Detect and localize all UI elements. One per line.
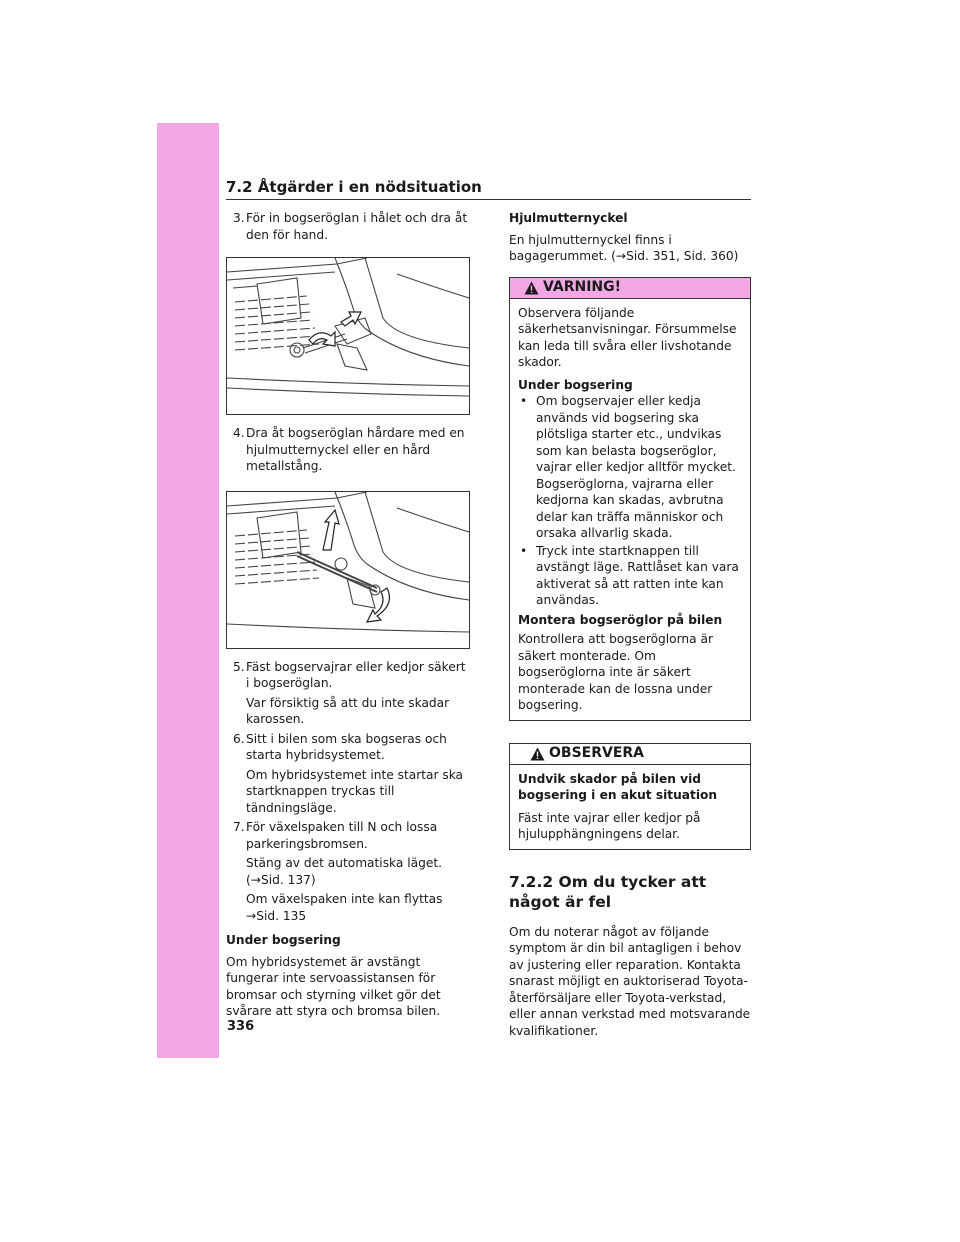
page-number: 336 xyxy=(227,1019,255,1034)
step-3-number: 3. xyxy=(233,211,245,225)
warning-bullet-2 xyxy=(518,543,742,609)
step-4 xyxy=(226,425,472,475)
warning-mount-text: Kontrollera att bogseröglorna är säkert monterade. Om bogseröglorna inte är säkert monterade kan de lossna under bogsering. xyxy=(518,632,713,712)
step-5 xyxy=(226,659,472,692)
side-color-band xyxy=(157,123,219,1058)
section-header: 7.2 Åtgärder i en nödsituation xyxy=(226,178,482,196)
tow-eye-insert-illustration xyxy=(227,258,469,414)
warning-bullet-1-text: Om bogservajer eller kedja används vid bogsering ska plötsliga starter etc., undvikas som kan belasta bogseröglor, vajrar eller kedjor alltför mycket. Bogseröglorna, vajrarna eller kedjorna kan skadas, avbrutna delar kan träffa människor och orsaka allvarlig skada. xyxy=(536,394,736,540)
warning-box xyxy=(509,277,751,721)
warning-header xyxy=(510,278,750,299)
step-6 xyxy=(226,731,472,764)
step-5-number: 5. xyxy=(233,659,245,674)
step-3 xyxy=(226,210,472,243)
step-7-text: För växelspaken till N och lossa parkeringsbromsen. xyxy=(246,820,438,851)
warning-sub-towing: Under bogsering xyxy=(518,377,633,392)
warning-title: VARNING! xyxy=(543,279,622,296)
section-title: 7.2.2 Om du tycker att något är fel xyxy=(509,872,707,911)
notice-body xyxy=(510,765,750,849)
notice-sub: Undvik skador på bilen vid bogsering i en akut situation xyxy=(518,771,718,802)
caution-icon xyxy=(530,747,545,761)
notice-box xyxy=(509,743,751,850)
tow-eye-tighten-illustration xyxy=(227,492,469,648)
step-7-number: 7. xyxy=(233,820,245,834)
figure-tighten-tow-eye xyxy=(226,491,470,649)
notice-title: OBSERVERA xyxy=(549,745,645,762)
step-4-number: 4. xyxy=(233,426,245,440)
under-towing-text: Om hybridsystemet är avstängt fungerar inte servoassistansen för bromsar och styrning vilket gör det svårare att styra och bromsa bilen. xyxy=(226,954,441,1018)
warning-body xyxy=(510,299,750,720)
under-towing-heading: Under bogsering xyxy=(226,933,341,947)
step-7-note-1: Stäng av det automatiska läget. (→Sid. 137) xyxy=(246,856,442,887)
wrench-heading: Hjulmutternyckel xyxy=(509,211,628,225)
step-5-text: Fäst bogservajrar eller kedjor säkert i bogseröglan. xyxy=(246,659,466,690)
warning-bullet-1 xyxy=(518,393,742,542)
step-7 xyxy=(226,819,472,852)
step-6-note: Om hybridsystemet inte startar ska startknappen tryckas till tändningsläge. xyxy=(246,767,464,815)
figure-insert-tow-eye xyxy=(226,257,470,415)
wrench-text: En hjulmutternyckel finns i bagagerummet. (→Sid. 351, Sid. 360) xyxy=(509,232,739,263)
bullet-dot: • xyxy=(520,394,528,408)
warning-bullet-2-text: Tryck inte startknappen till avstängt läge. Rattlåset kan vara aktiverat så att ratten inte kan användas. xyxy=(536,543,739,607)
warning-sub-mount: Montera bogseröglor på bilen xyxy=(518,612,723,627)
warning-intro: Observera följande säkerhetsanvisningar. Försummelse kan leda till svåra eller livshotande skador. xyxy=(518,305,737,369)
section-text: Om du noterar något av följande symptom är din bil antagligen i behov av justering eller reparation. Kontakta snarast möjligt en auktoriserad Toyota-återförsäljare eller Toyota-verkstad, eller annan verkstad med motsvarande kvalifikationer. xyxy=(509,924,751,1038)
step-6-text: Sitt i bilen som ska bogseras och starta hybridsystemet. xyxy=(246,731,447,762)
notice-header xyxy=(510,744,750,765)
notice-text: Fäst inte vajrar eller kedjor på hjulupphängningens delar. xyxy=(518,810,701,841)
header-rule xyxy=(226,199,751,200)
step-7-note-2: Om växelspaken inte kan flyttas →Sid. 135 xyxy=(246,892,443,923)
step-5-note: Var försiktig så att du inte skadar karossen. xyxy=(246,695,450,726)
right-column xyxy=(509,210,751,1039)
warning-icon xyxy=(524,281,539,295)
step-4-text: Dra åt bogseröglan hårdare med en hjulmutternyckel eller en hård metallstång. xyxy=(246,426,465,473)
left-column xyxy=(226,210,472,1020)
step-3-text: För in bogseröglan i hålet och dra åt den för hand. xyxy=(246,211,468,242)
bullet-dot: • xyxy=(520,543,528,558)
step-6-number: 6. xyxy=(233,731,245,746)
